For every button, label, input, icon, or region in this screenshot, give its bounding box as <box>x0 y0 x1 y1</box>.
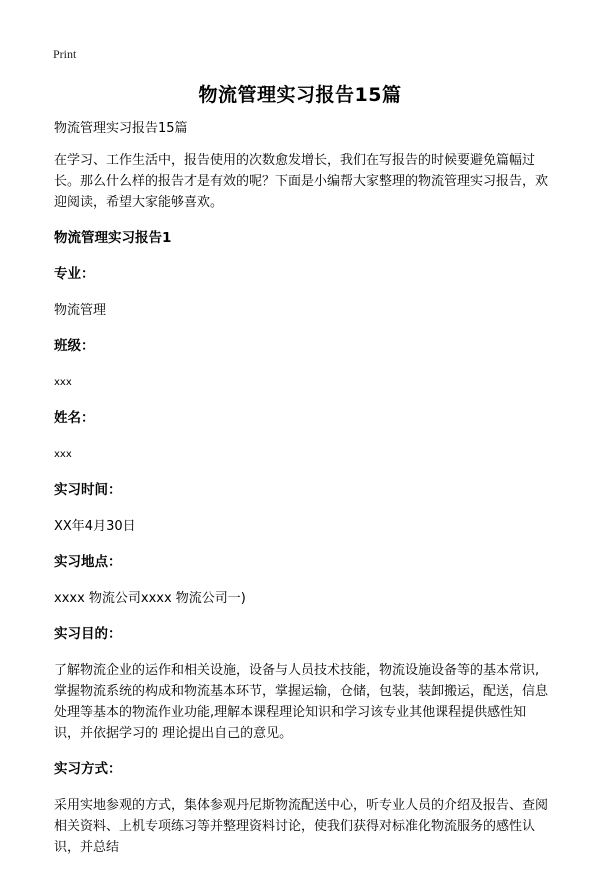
report-heading: 物流管理实习报告1 <box>54 230 172 246</box>
class-value: xxx <box>54 377 72 388</box>
document-title: 物流管理实习报告15篇 <box>198 84 402 106</box>
internship-purpose-value: 了解物流企业的运作和相关设施，设备与人员技术技能，物流设施设备等的基本常识,掌握物流系统的构成和物流基本环节，掌握运输，仓储，包装，装卸搬运，配送，信息处理等基本的物流作业功能,理解本课程理论知识和学习该专业其他课程提供感性知识，并依据学习的 理论提出自己的意见。 <box>54 663 549 741</box>
internship-time-value: XX年4月30日 <box>54 519 136 534</box>
internship-method-label: 实习方式： <box>54 761 122 777</box>
document-subtitle: 物流管理实习报告15篇 <box>54 121 188 136</box>
internship-location-label: 实习地点： <box>54 554 122 570</box>
document-body <box>54 118 550 873</box>
print-label: Print <box>53 47 77 61</box>
internship-location-value: xxxx 物流公司xxxx 物流公司一) <box>54 591 246 606</box>
major-label: 专业： <box>54 266 95 282</box>
internship-method-value: 采用实地参观的方式，集体参观丹尼斯物流配送中心，听专业人员的介绍及报告、查阅相关资料、上机专项练习等并整理资料讨论，使我们获得对标准化物流服务的感性认识，并总结 <box>54 798 549 855</box>
name-label: 姓名： <box>54 410 95 426</box>
class-label: 班级： <box>54 338 95 354</box>
major-value: 物流管理 <box>54 303 107 318</box>
internship-time-label: 实习时间： <box>54 482 122 498</box>
internship-purpose-label: 实习目的： <box>54 626 122 642</box>
name-value: xxx <box>54 449 72 460</box>
intro-paragraph: 在学习、工作生活中，报告使用的次数愈发增长，我们在写报告的时候要避免篇幅过长。那么什么样的报告才是有效的呢？下面是小编帮大家整理的物流管理实习报告，欢迎阅读，希望大家能够喜欢。 <box>54 153 549 210</box>
